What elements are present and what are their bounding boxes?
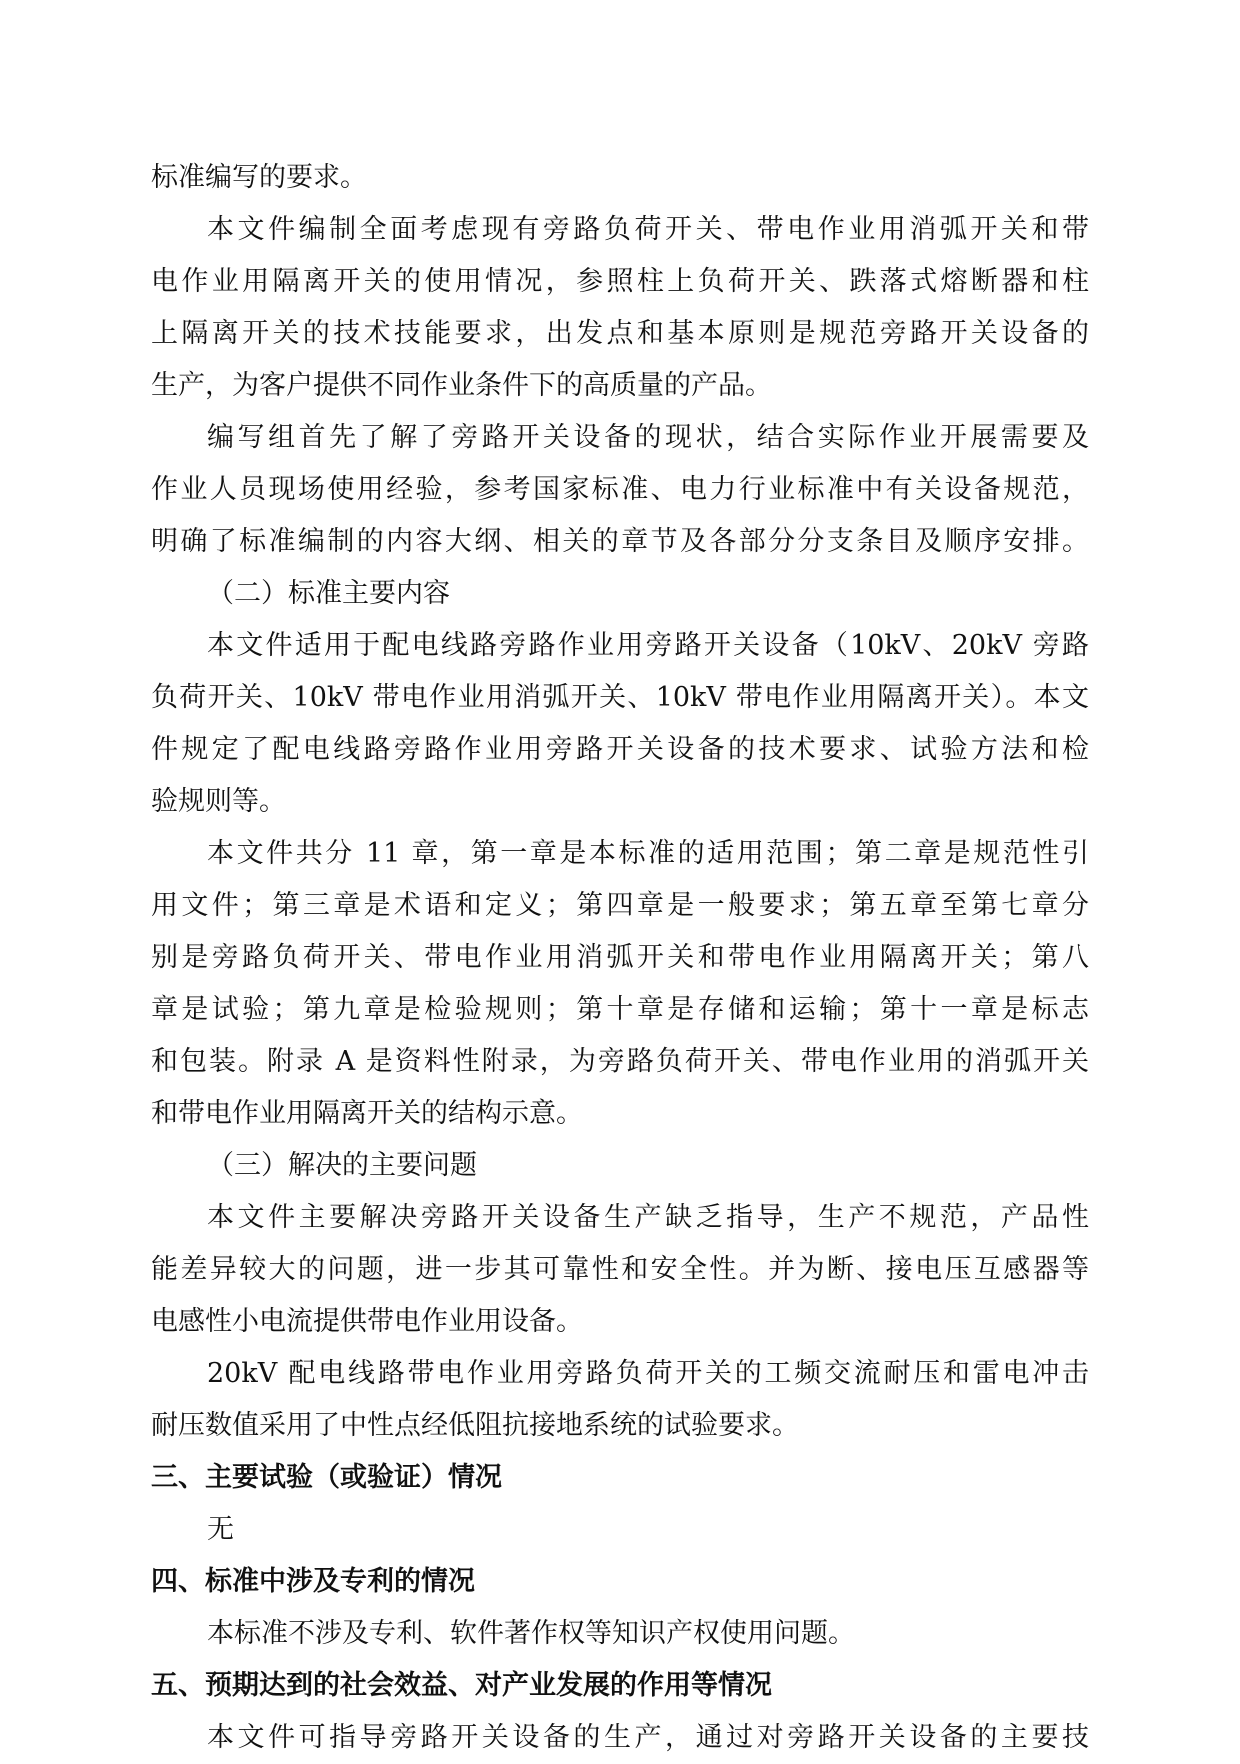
section-heading: 四、标准中涉及专利的情况 [151,1566,475,1597]
paragraph-line: 能差异较大的问题，进一步其可靠性和安全性。并为断、接电压互感器等 [151,1254,1089,1285]
paragraph-line: 验规则等。 [151,786,286,817]
paragraph-line: 和包装。附录 A 是资料性附录，为旁路负荷开关、带电作业用的消弧开关 [151,1046,1089,1077]
subsection-heading: （二）标准主要内容 [207,578,450,609]
paragraph-line: 本文件主要解决旁路开关设备生产缺乏指导，生产不规范，产品性 [207,1202,1089,1233]
section-heading: 三、主要试验（或验证）情况 [151,1462,502,1493]
paragraph-line: 本文件可指导旁路开关设备的生产，通过对旁路开关设备的主要技 [207,1722,1089,1753]
paragraph-line: 编写组首先了解了旁路开关设备的现状，结合实际作业开展需要及 [207,422,1089,453]
paragraph-line: 本标准不涉及专利、软件著作权等知识产权使用问题。 [207,1618,855,1649]
paragraph-line: 作业人员现场使用经验，参考国家标准、电力行业标准中有关设备规范， [151,474,1089,505]
section-heading: 五、预期达到的社会效益、对产业发展的作用等情况 [151,1670,772,1701]
paragraph-line: 耐压数值采用了中性点经低阻抗接地系统的试验要求。 [151,1410,799,1441]
subsection-heading: （三）解决的主要问题 [207,1150,477,1181]
document-page [151,152,1089,1764]
paragraph-line: 用文件；第三章是术语和定义；第四章是一般要求；第五章至第七章分 [151,890,1089,921]
paragraph-line: 本文件共分 11 章，第一章是本标准的适用范围；第二章是规范性引 [207,838,1089,869]
paragraph-line: 负荷开关、10kV 带电作业用消弧开关、10kV 带电作业用隔离开关）。本文 [151,682,1089,713]
paragraph-line: 件规定了配电线路旁路作业用旁路开关设备的技术要求、试验方法和检 [151,734,1089,765]
paragraph-line: 电感性小电流提供带电作业用设备。 [151,1306,583,1337]
paragraph-line: 标准编写的要求。 [151,162,367,193]
paragraph-line: 20kV 配电线路带电作业用旁路负荷开关的工频交流耐压和雷电冲击 [207,1358,1089,1389]
paragraph-line: 别是旁路负荷开关、带电作业用消弧开关和带电作业用隔离开关；第八 [151,942,1089,973]
paragraph-line: 章是试验；第九章是检验规则；第十章是存储和运输；第十一章是标志 [151,994,1089,1025]
paragraph-line: 本文件适用于配电线路旁路作业用旁路开关设备（10kV、20kV 旁路 [207,630,1089,661]
paragraph-line: 电作业用隔离开关的使用情况，参照柱上负荷开关、跌落式熔断器和柱 [151,266,1089,297]
paragraph-line: 生产，为客户提供不同作业条件下的高质量的产品。 [151,370,772,401]
paragraph-line: 无 [207,1514,234,1545]
paragraph-line: 上隔离开关的技术技能要求，出发点和基本原则是规范旁路开关设备的 [151,318,1089,349]
paragraph-line: 和带电作业用隔离开关的结构示意。 [151,1098,583,1129]
paragraph-line: 明确了标准编制的内容大纲、相关的章节及各部分分支条目及顺序安排。 [151,526,1089,557]
paragraph-line: 本文件编制全面考虑现有旁路负荷开关、带电作业用消弧开关和带 [207,214,1089,245]
